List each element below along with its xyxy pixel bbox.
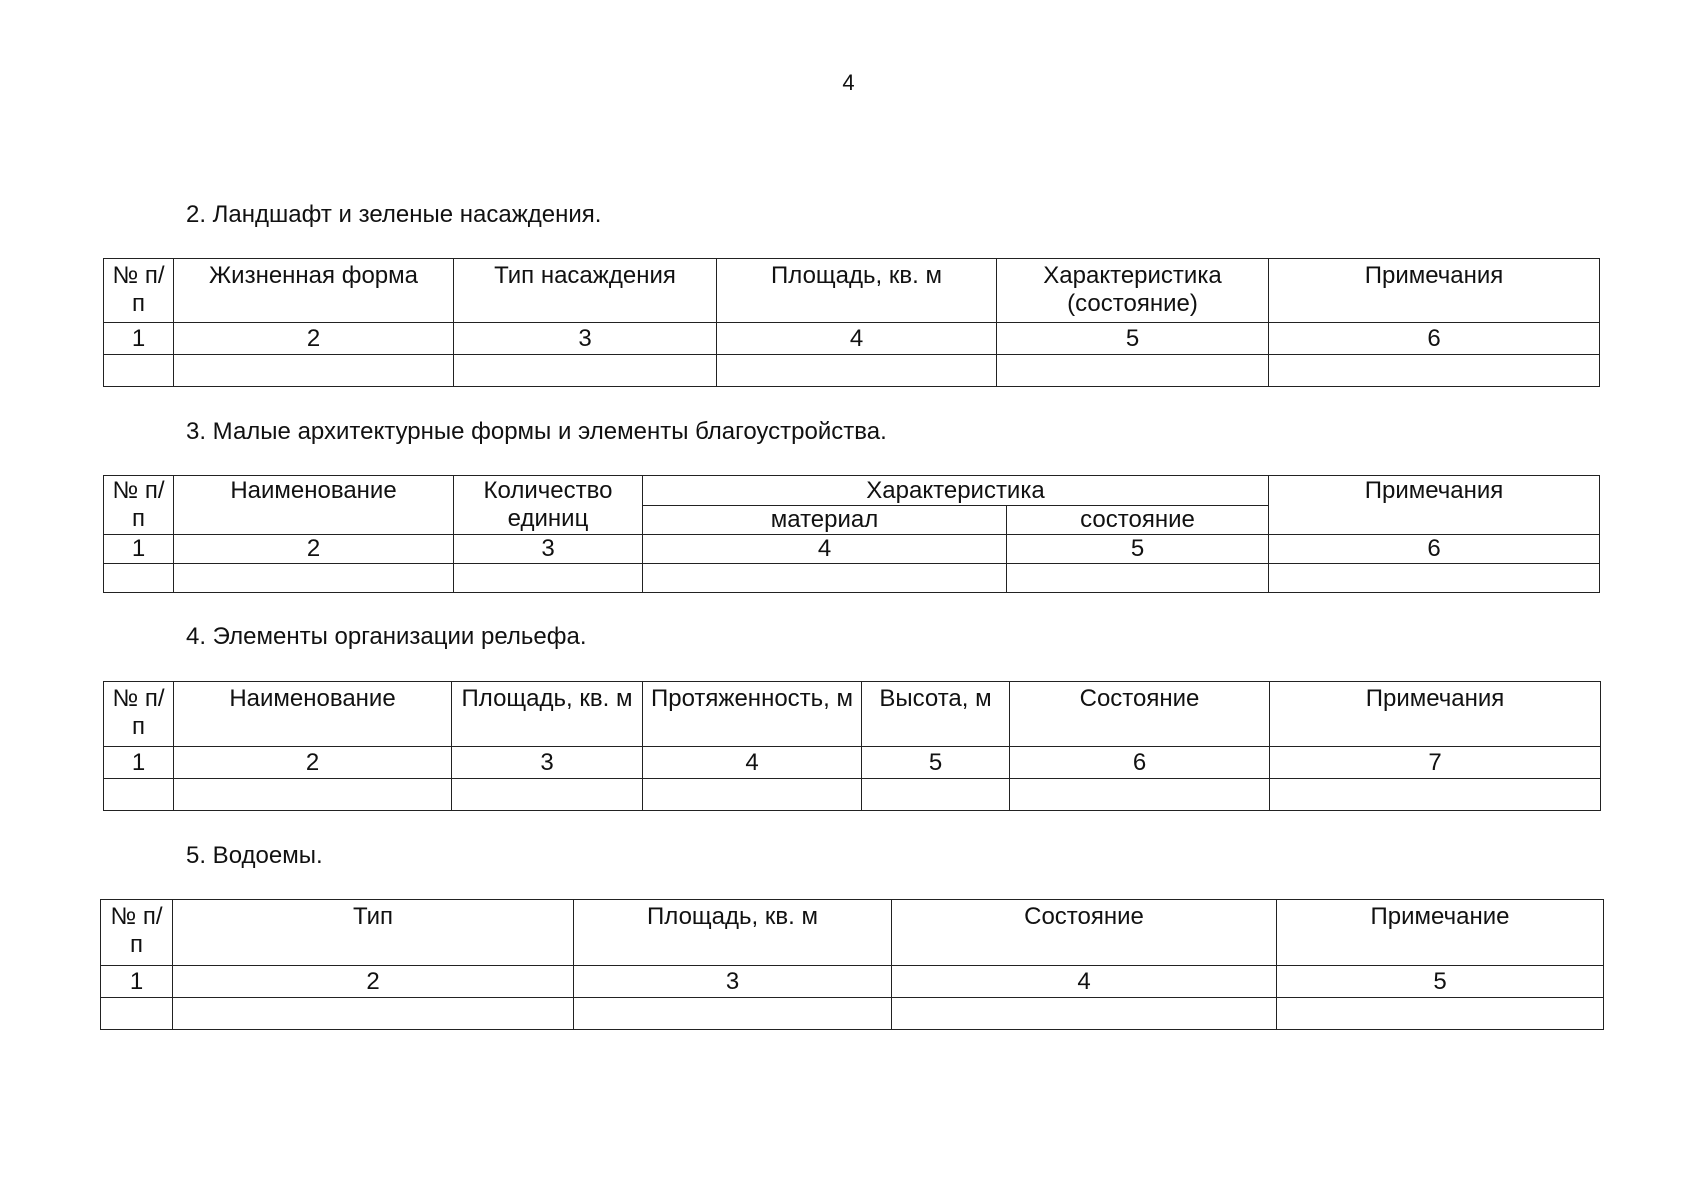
header-row bbox=[101, 900, 1604, 966]
header-cell-characteristic bbox=[643, 476, 1269, 506]
column-number-cell: 4 bbox=[717, 323, 997, 355]
header-cell-height bbox=[862, 682, 1010, 747]
empty-cell[interactable] bbox=[1270, 779, 1601, 811]
column-number-cell: 2 bbox=[174, 323, 454, 355]
column-number-row bbox=[104, 323, 1600, 355]
header-cell-label: Тип bbox=[352, 903, 393, 930]
header-cell-number bbox=[104, 259, 174, 323]
header-cell-name bbox=[174, 476, 454, 535]
column-number-cell: 6 bbox=[1269, 323, 1600, 355]
empty-cell[interactable] bbox=[101, 998, 173, 1030]
empty-cell[interactable] bbox=[1010, 779, 1270, 811]
header-cell-label: № п/п bbox=[112, 262, 165, 317]
empty-row bbox=[104, 779, 1601, 811]
column-number-row bbox=[101, 966, 1604, 998]
architectural-forms-table bbox=[103, 475, 1600, 593]
empty-cell[interactable] bbox=[104, 564, 174, 593]
column-number-cell: 5 bbox=[1007, 535, 1269, 564]
header-cell-characteristic bbox=[997, 259, 1269, 323]
header-cell-label: Примечания bbox=[1365, 685, 1505, 712]
header-cell-area bbox=[452, 682, 643, 747]
column-number-cell: 5 bbox=[1277, 966, 1604, 998]
header-cell-condition bbox=[892, 900, 1277, 966]
empty-cell[interactable] bbox=[104, 779, 174, 811]
empty-cell[interactable] bbox=[173, 998, 574, 1030]
header-cell-condition bbox=[1010, 682, 1270, 747]
relief-elements-table bbox=[103, 681, 1601, 811]
header-row bbox=[104, 682, 1601, 747]
subheader-cell-condition: состояние bbox=[1007, 506, 1269, 535]
header-cell-name bbox=[174, 682, 452, 747]
column-number-cell: 7 bbox=[1270, 747, 1601, 779]
empty-cell[interactable] bbox=[574, 998, 892, 1030]
column-number-cell: 1 bbox=[104, 747, 174, 779]
header-cell-label: Площадь, кв. м bbox=[647, 903, 818, 930]
header-cell-note bbox=[1277, 900, 1604, 966]
empty-cell[interactable] bbox=[862, 779, 1010, 811]
empty-cell[interactable] bbox=[997, 355, 1269, 387]
column-number-cell: 2 bbox=[174, 747, 452, 779]
column-number-cell: 1 bbox=[101, 966, 173, 998]
header-cell-label: Наименование bbox=[230, 477, 397, 504]
header-row bbox=[104, 476, 1600, 506]
page-number: 4 bbox=[842, 70, 855, 95]
column-number-cell: 6 bbox=[1269, 535, 1600, 564]
column-number-cell: 2 bbox=[173, 966, 574, 998]
column-number-cell: 2 bbox=[174, 535, 454, 564]
header-cell-length bbox=[643, 682, 862, 747]
empty-cell[interactable] bbox=[717, 355, 997, 387]
header-cell-label: № п/п bbox=[112, 685, 165, 740]
water-bodies-table bbox=[100, 899, 1604, 1030]
empty-cell[interactable] bbox=[452, 779, 643, 811]
header-cell-label: Высота, м bbox=[879, 685, 992, 712]
header-cell-label: Площадь, кв. м bbox=[461, 685, 633, 712]
empty-cell[interactable] bbox=[892, 998, 1277, 1030]
empty-row bbox=[104, 355, 1600, 387]
column-number-cell: 3 bbox=[454, 535, 643, 564]
header-cell-label: Жизненная форма bbox=[209, 262, 418, 289]
empty-cell[interactable] bbox=[104, 355, 174, 387]
header-cell-notes bbox=[1269, 476, 1600, 535]
section-title-water-bodies: 5. Водоемы. bbox=[186, 842, 323, 869]
column-number-cell: 1 bbox=[104, 535, 174, 564]
header-cell-number bbox=[104, 682, 174, 747]
column-number-cell: 3 bbox=[452, 747, 643, 779]
header-cell-life-form bbox=[174, 259, 454, 323]
column-number-cell: 1 bbox=[104, 323, 174, 355]
empty-cell[interactable] bbox=[643, 779, 862, 811]
header-cell-label: Характеристика (состояние) bbox=[1043, 262, 1222, 317]
header-cell-label: № п/п bbox=[110, 903, 163, 958]
header-cell-number bbox=[104, 476, 174, 535]
column-number-row bbox=[104, 535, 1600, 564]
empty-cell[interactable] bbox=[454, 355, 717, 387]
column-number-cell: 5 bbox=[997, 323, 1269, 355]
header-cell-label: Состояние bbox=[1024, 903, 1144, 930]
empty-cell[interactable] bbox=[643, 564, 1007, 593]
empty-cell[interactable] bbox=[174, 564, 454, 593]
empty-cell[interactable] bbox=[1277, 998, 1604, 1030]
empty-cell[interactable] bbox=[1269, 355, 1600, 387]
column-number-cell: 5 bbox=[862, 747, 1010, 779]
header-cell-label: Характеристика bbox=[866, 477, 1045, 504]
header-cell-label: Примечание bbox=[1370, 903, 1510, 930]
empty-cell[interactable] bbox=[1269, 564, 1600, 593]
header-cell-planting-type bbox=[454, 259, 717, 323]
header-row bbox=[104, 259, 1600, 323]
header-cell-label: Тип насаждения bbox=[494, 262, 676, 289]
section-title-small-architectural-forms: 3. Малые архитектурные формы и элементы благоустройства. bbox=[186, 418, 887, 445]
header-cell-label: Протяженность, м bbox=[651, 685, 853, 712]
header-cell-area bbox=[717, 259, 997, 323]
column-number-cell: 3 bbox=[454, 323, 717, 355]
section-title-landscape: 2. Ландшафт и зеленые насаждения. bbox=[186, 201, 602, 228]
landscape-table bbox=[103, 258, 1600, 387]
header-cell-notes bbox=[1270, 682, 1601, 747]
header-cell-label: Примечания bbox=[1364, 262, 1504, 289]
header-cell-area bbox=[574, 900, 892, 966]
header-cell-label: Примечания bbox=[1364, 477, 1504, 504]
header-cell-label: Состояние bbox=[1079, 685, 1200, 712]
column-number-cell: 4 bbox=[643, 535, 1007, 564]
header-cell-notes bbox=[1269, 259, 1600, 323]
empty-cell[interactable] bbox=[454, 564, 643, 593]
column-number-cell: 4 bbox=[892, 966, 1277, 998]
empty-cell[interactable] bbox=[1007, 564, 1269, 593]
empty-row bbox=[104, 564, 1600, 593]
column-number-cell: 3 bbox=[574, 966, 892, 998]
empty-cell[interactable] bbox=[174, 355, 454, 387]
header-cell-label: Наименование bbox=[229, 685, 396, 712]
section-title-relief-elements: 4. Элементы организации рельефа. bbox=[186, 623, 587, 650]
empty-cell[interactable] bbox=[174, 779, 452, 811]
header-cell-label: Количество единиц bbox=[483, 477, 613, 532]
column-number-cell: 6 bbox=[1010, 747, 1270, 779]
header-cell-label: № п/п bbox=[112, 477, 165, 532]
header-cell-quantity bbox=[454, 476, 643, 535]
empty-row bbox=[101, 998, 1604, 1030]
column-number-cell: 4 bbox=[643, 747, 862, 779]
subheader-cell-material: материал bbox=[643, 506, 1007, 535]
column-number-row bbox=[104, 747, 1601, 779]
header-cell-label: Площадь, кв. м bbox=[771, 262, 942, 289]
header-cell-type bbox=[173, 900, 574, 966]
header-cell-number bbox=[101, 900, 173, 966]
